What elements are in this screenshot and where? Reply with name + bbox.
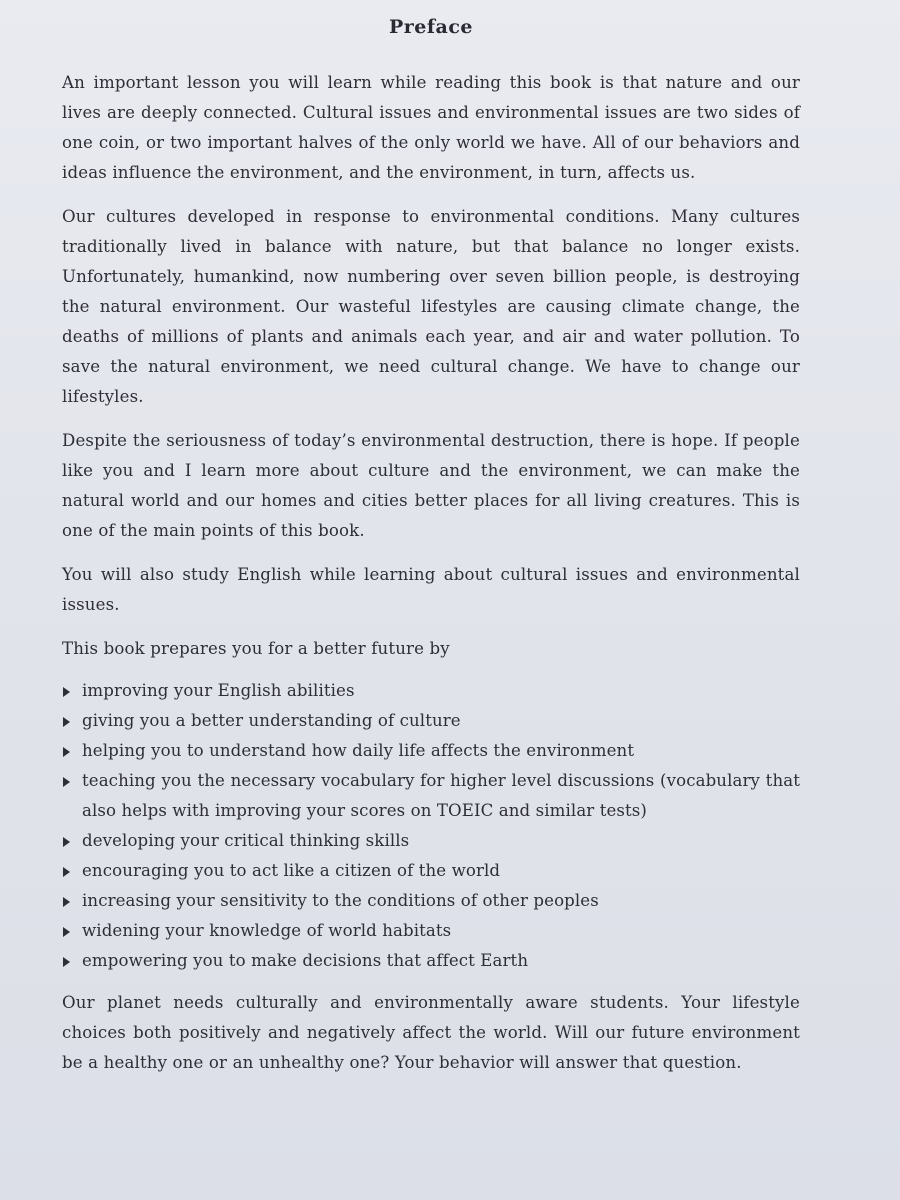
- paragraph-1: An important lesson you will learn while reading this book is that nature and our lives are deeply connected. Cultural issues and environmental issues are two sides of one coin, or two important halves of the only world we have. All of our behaviors and ideas influence the environment, and the environment, in turn, affects us.: [62, 73, 800, 182]
- bullet-list: [62, 676, 800, 976]
- page-title: Preface: [388, 16, 474, 38]
- list-item: [62, 706, 800, 736]
- list-item-text: widening your knowledge of world habitats: [82, 921, 452, 940]
- paragraph-3: Despite the seriousness of today’s environmental destruction, there is hope. If people like you and I learn more about culture and the environment, we can make the natural world and our homes and cities better places for all living creatures. This is one of the main points of this book.: [62, 431, 800, 540]
- list-item-text: increasing your sensitivity to the conditions of other peoples: [82, 891, 599, 910]
- list-intro: This book prepares you for a better future by: [62, 639, 450, 658]
- triangle-bullet-icon: [63, 717, 70, 727]
- list-item: [62, 676, 800, 706]
- list-item-text: helping you to understand how daily life affects the environment: [82, 741, 635, 760]
- list-item: [62, 946, 800, 976]
- triangle-bullet-icon: [63, 927, 70, 937]
- list-item-text: encouraging you to act like a citizen of the world: [82, 861, 501, 880]
- triangle-bullet-icon: [63, 747, 70, 757]
- list-item-text: teaching you the necessary vocabulary for higher level discussions (vocabulary that also helps with improving your scores on TOEIC and similar tests): [82, 771, 800, 820]
- triangle-bullet-icon: [63, 897, 70, 907]
- list-item-text: developing your critical thinking skills: [82, 831, 410, 850]
- list-item-text: improving your English abilities: [82, 681, 355, 700]
- list-item: [62, 826, 800, 856]
- triangle-bullet-icon: [63, 957, 70, 967]
- list-item: [62, 856, 800, 886]
- paragraph-2: Our cultures developed in response to environmental conditions. Many cultures traditionally lived in balance with nature, but that balance no longer exists. Unfortunately, humankind, now numbering over seven billion people, is destroying the natural environment. Our wasteful lifestyles are causing climate change, the deaths of millions of plants and animals each year, and air and water pollution. To save the natural environment, we need cultural change. We have to change our lifestyles.: [62, 207, 800, 406]
- closing-paragraph: Our planet needs culturally and environmentally aware students. Your lifestyle choices both positively and negatively affect the world. Will our future environment be a healthy one or an unhealthy one? Your behavior will answer that question.: [62, 993, 800, 1072]
- triangle-bullet-icon: [63, 777, 70, 787]
- list-item: [62, 916, 800, 946]
- list-item: [62, 736, 800, 766]
- list-item-text: empowering you to make decisions that affect Earth: [82, 951, 529, 970]
- list-item: [62, 886, 800, 916]
- triangle-bullet-icon: [63, 687, 70, 697]
- triangle-bullet-icon: [63, 837, 70, 847]
- paragraph-4: You will also study English while learning about cultural issues and environmental issues.: [62, 565, 800, 614]
- triangle-bullet-icon: [63, 867, 70, 877]
- list-item-text: giving you a better understanding of culture: [82, 711, 461, 730]
- list-item: [62, 766, 800, 826]
